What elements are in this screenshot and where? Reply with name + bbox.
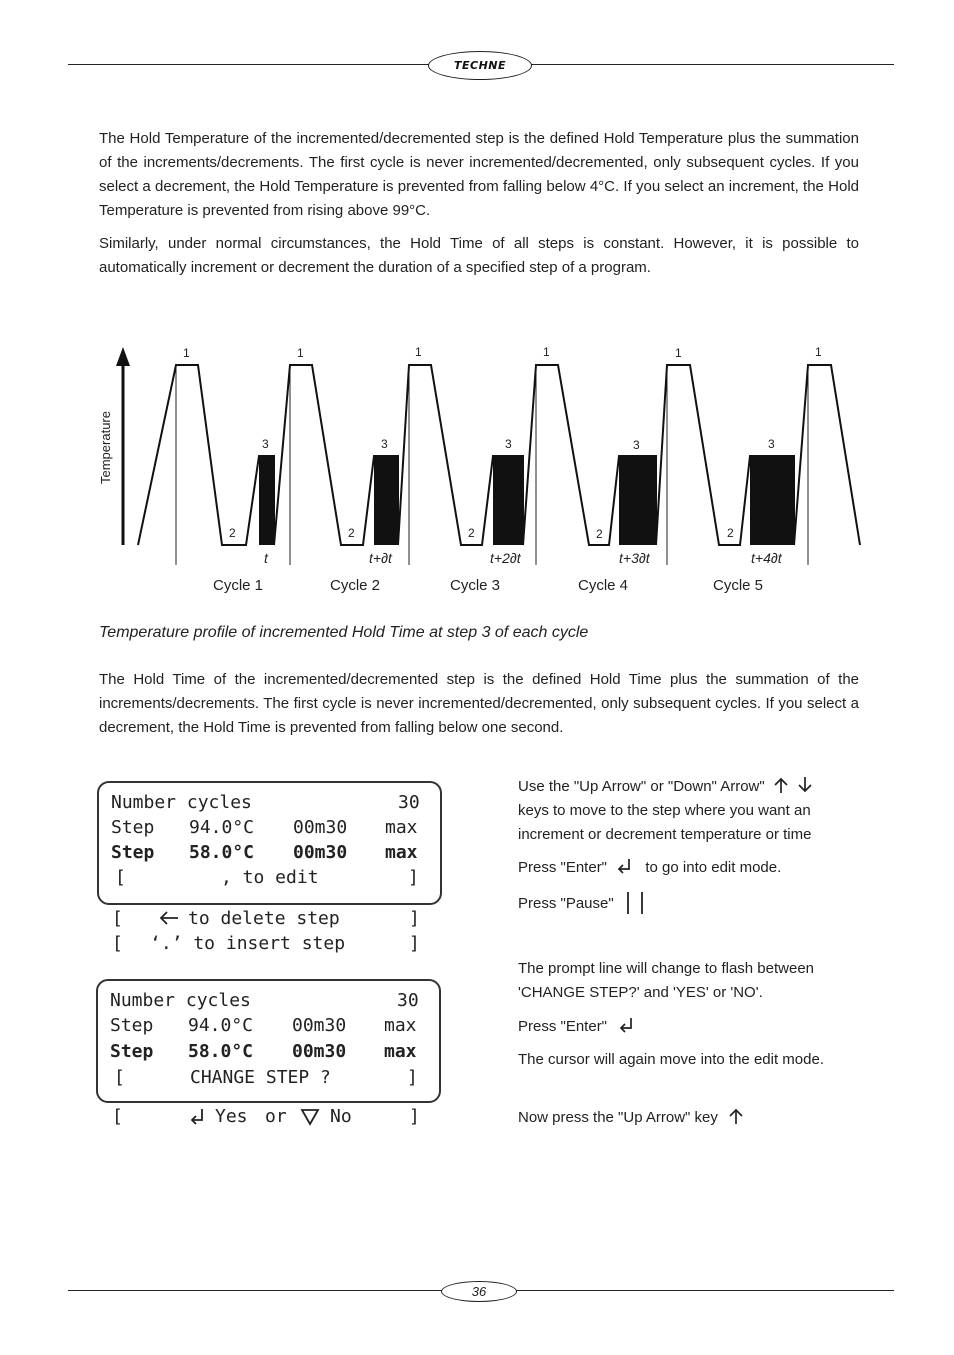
step-label: 2 [348,526,355,540]
hold-block [259,456,274,545]
or-label: or [265,1106,287,1127]
instruction-prompt-flash: The prompt line will change to flash between 'CHANGE STEP?' and 'YES' or 'NO'. [518,960,815,1001]
lcd-alt-insert-line [112,931,432,956]
instruction-text: keys to move to the step where you want an increment or decrement temperature or time [518,802,812,843]
step-label: 1 [675,346,682,360]
yes-label: Yes [215,1106,248,1127]
time-label: t+2∂t [490,550,521,566]
lcd-row-step [110,1013,430,1038]
lcd-label: Number cycles [111,792,252,813]
step-label: 2 [468,526,475,540]
bracket-close: ] [408,867,419,888]
bracket-close: ] [409,1106,420,1127]
step-label: 2 [596,527,603,541]
cycle-label: Cycle 3 [450,577,501,594]
down-arrow-icon [797,776,813,794]
instruction-text: Press "Enter" [518,1018,608,1035]
step-label: 1 [297,346,304,360]
bracket-open: [ [115,867,126,888]
lcd-label: Step [110,1041,154,1062]
pause-icon [624,890,646,916]
lcd-alt-yes-no-line [112,1104,432,1129]
page-number-text: 36 [471,1284,487,1299]
lcd-label: Step [110,1015,154,1036]
lcd-temperature: 94.0°C [189,817,255,838]
lcd-prompt-line [111,865,431,890]
lcd-value: 30 [398,792,420,813]
hold-block [493,456,523,545]
lcd-row-step [111,815,431,840]
bracket-open: [ [112,908,123,929]
hold-block [374,456,398,545]
step-label: 2 [727,526,734,540]
alt-text: ‘.’ to insert step [150,933,346,954]
alt-text: to delete step [188,908,340,929]
axis-label: Temperature [98,411,113,484]
instruction-cursor: The cursor will again move into the edit mode. [518,1051,824,1068]
temperature-profile-diagram [0,330,954,610]
lcd-alt-delete-line [112,906,432,931]
triangle-down-icon [300,1108,320,1126]
step-label: 3 [381,437,388,451]
step-label: 1 [415,345,422,359]
lcd-value: 30 [397,990,419,1011]
time-label: t [264,550,268,566]
no-label: No [330,1106,352,1127]
step-label: 3 [505,437,512,451]
paragraph-hold-time-increment: The Hold Time of the incremented/decremented step is the defined Hold Time plus the summation of the increments/decrements. The first cycle is never incremented/decremented, only subsequent cycles. If you select a decrement, the Hold Time is prevented from falling below one second. [99,671,859,736]
cycle-label: Cycle 1 [213,577,264,594]
instruction-text: Press "Enter" [518,859,608,876]
enter-icon [617,1016,635,1034]
time-label: t+∂t [369,550,392,566]
lcd-rate: max [384,1041,417,1062]
hold-block [750,456,794,545]
paragraph-hold-temperature: The Hold Temperature of the incremented/decremented step is the defined Hold Temperature plus the summation of the increments/decrements. The first cycle is never incremented/decremented, only subsequent cycles. If you select a decrement, the Hold Temperature is prevented from falling below 4°C. If you select an increment, the Hold Temperature is prevented from rising above 99°C. [99,130,859,219]
time-label: t+4∂t [751,550,782,566]
lcd-temperature: 58.0°C [188,1041,254,1062]
cycle-label: Cycle 5 [713,577,764,594]
bracket-open: [ [112,933,123,954]
hold-block [619,456,656,545]
lcd-label: Step [111,842,155,863]
lcd-rate: max [385,817,418,838]
lcd-row-step-selected [111,840,431,865]
bracket-open: [ [112,1106,123,1127]
step-label: 1 [543,345,550,359]
instruction-up-arrow [518,1106,863,1130]
lcd-display-edit [97,781,442,905]
diagram-caption: Temperature profile of incremented Hold Time at step 3 of each cycle [99,624,589,641]
cycle-label: Cycle 2 [330,577,381,594]
step-label: 3 [633,438,640,452]
lcd-time: 00m30 [293,817,348,838]
instruction-text: Press "Pause" [518,895,614,912]
enter-icon [188,1107,206,1125]
lcd-temperature: 58.0°C [189,842,255,863]
enter-icon [615,857,633,875]
instruction-text: to go into edit mode. [645,859,782,876]
instruction-text: Use the "Up Arrow" or "Down" Arrow" [518,778,765,795]
paragraph-hold-time-intro: Similarly, under normal circumstances, the Hold Time of all steps is constant. However, it is possible to automatically increment or decrement the duration of a specified step of a program. [99,235,859,276]
lcd-label: Number cycles [110,990,251,1011]
lcd-label: Step [111,817,155,838]
step-label: 3 [768,437,775,451]
lcd-time: 00m30 [293,842,348,863]
up-arrow-icon [773,776,789,794]
axis-arrow-icon [116,347,130,366]
up-arrow-icon [728,1107,744,1125]
page-number [441,1281,517,1302]
instruction-enter-edit [518,856,863,880]
techne-logo [428,51,532,80]
step-label: 1 [815,345,822,359]
lcd-row-step-selected [110,1039,430,1064]
instruction-text: Now press the "Up Arrow" key [518,1109,718,1126]
bracket-close: ] [409,933,420,954]
lcd-row-cycles [110,988,430,1013]
bracket-close: ] [407,1067,418,1088]
lcd-prompt-text: CHANGE STEP ? [190,1067,331,1088]
logo-text: TECHNE [453,59,507,72]
instruction-pause [518,890,863,916]
time-label: t+3∂t [619,550,650,566]
bracket-close: ] [409,908,420,929]
lcd-row-cycles [111,790,431,815]
bracket-open: [ [114,1067,125,1088]
lcd-rate: max [385,842,418,863]
instruction-arrows [518,775,863,847]
lcd-time: 00m30 [292,1015,347,1036]
lcd-prompt-text: , to edit [221,867,319,888]
cycle-label: Cycle 4 [578,577,629,594]
step-label: 2 [229,526,236,540]
instruction-enter [518,1015,863,1039]
step-label: 3 [262,437,269,451]
lcd-time: 00m30 [292,1041,347,1062]
lcd-rate: max [384,1015,417,1036]
step-label: 1 [183,346,190,360]
lcd-temperature: 94.0°C [188,1015,254,1036]
left-arrow-icon [158,910,180,926]
lcd-display-change-step [96,979,441,1103]
lcd-prompt-line [110,1065,430,1090]
